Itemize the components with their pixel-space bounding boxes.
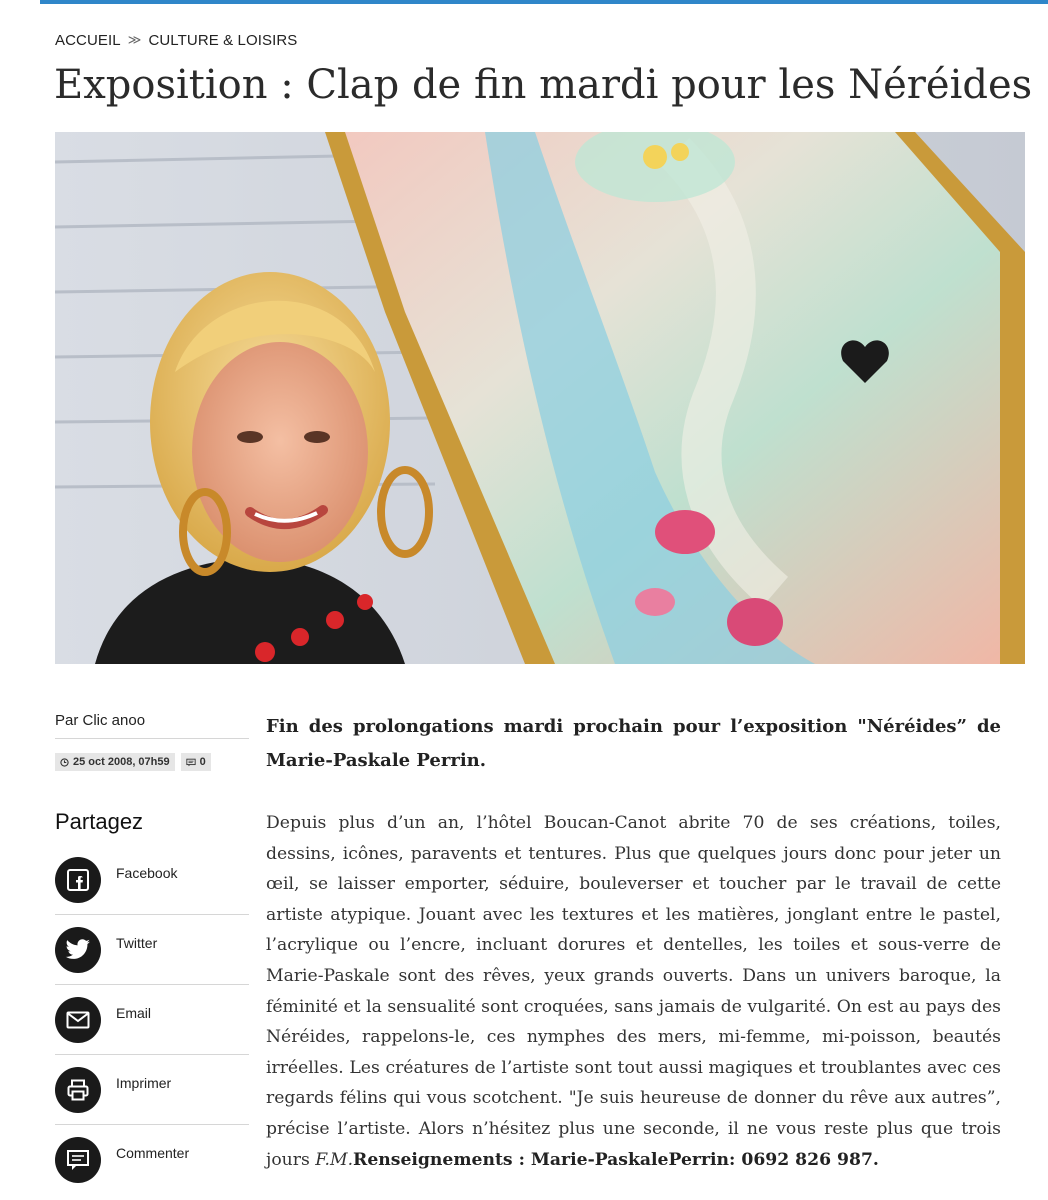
comment-icon	[55, 1137, 101, 1183]
hero-photo	[55, 132, 1025, 664]
share-email-button[interactable]	[55, 985, 249, 1055]
article-lead: Fin des prolongations mardi prochain pour l’exposition "Néréides” de Marie-Paskale Perrin.	[266, 716, 1001, 771]
article-date: 25 oct 2008, 07h59	[73, 756, 170, 768]
share-print-label: Imprimer	[116, 1074, 172, 1091]
page-title: Exposition : Clap de fin mardi pour les Néréides	[54, 62, 1033, 108]
share-print-button[interactable]	[55, 1055, 249, 1125]
article-sidebar	[55, 710, 249, 1194]
breadcrumb-home-link[interactable]: ACCUEIL	[55, 31, 121, 49]
top-accent-bar	[40, 0, 1048, 4]
share-list	[55, 845, 249, 1194]
breadcrumb-separator: ≫	[127, 32, 142, 47]
email-icon	[55, 997, 101, 1043]
facebook-icon	[55, 857, 101, 903]
print-icon	[55, 1067, 101, 1113]
comments-badge[interactable]	[181, 753, 211, 771]
sidebar-divider	[55, 738, 249, 739]
article-body-text: Depuis plus d’un an, l’hôtel Boucan-Canot abrite 70 de ses créations, toiles, dessins, icônes, paravents et tentures. Plus que quelques jours donc pour jeter un œil, se laisser emporter, séduire, bouleverser et toucher par le travail de cette artiste atypique. Jouant avec les textures et les matières, jonglant entre le pastel, l’acrylique ou l’encre, incluant dorures et dentelles, les toiles et sous-verre de Marie-Paskale sont des rêves, yeux grands ouverts. Dans un univers baroque, la féminité et la sensualité sont croquées, sans jamais de vulgarité. On est au pays des Néréides, rappelons-le, ces nymphes des mers, mi-femme, mi-poisson, beautés irréelles. Les créatures de l’artiste sont tout aussi magiques et troublantes avec ces regards félins qui vous scotchent. "Je suis heureuse de donner du rêve aux autres”, précise l’artiste. Alors n’hésitez plus une seconde, il ne vous reste plus que trois jours	[266, 813, 1001, 1170]
share-facebook-label: Facebook	[116, 864, 178, 881]
clock-icon	[60, 758, 69, 767]
author-byline: Par Clic anoo	[55, 712, 146, 729]
share-comment-button[interactable]	[55, 1125, 249, 1194]
article-content	[266, 710, 1001, 1175]
article-signature: F.M.	[315, 1149, 354, 1170]
breadcrumb-category-link[interactable]: CULTURE & LOISIRS	[148, 31, 298, 49]
comment-count-icon	[186, 758, 196, 767]
breadcrumb	[55, 30, 297, 50]
share-comment-label: Commenter	[116, 1144, 190, 1161]
article-meta	[55, 753, 249, 771]
share-facebook-button[interactable]	[55, 845, 249, 915]
comments-count: 0	[199, 756, 206, 768]
share-email-label: Email	[116, 1004, 152, 1021]
share-heading: Partagez	[55, 809, 144, 834]
hero-image	[55, 132, 1025, 664]
article-body	[266, 808, 1001, 1175]
date-badge	[55, 753, 175, 771]
share-twitter-button[interactable]	[55, 915, 249, 985]
share-twitter-label: Twitter	[116, 934, 158, 951]
article-contact-info: Renseignements : Marie-PaskalePerrin: 0692 826 987.	[353, 1149, 879, 1170]
twitter-icon	[55, 927, 101, 973]
